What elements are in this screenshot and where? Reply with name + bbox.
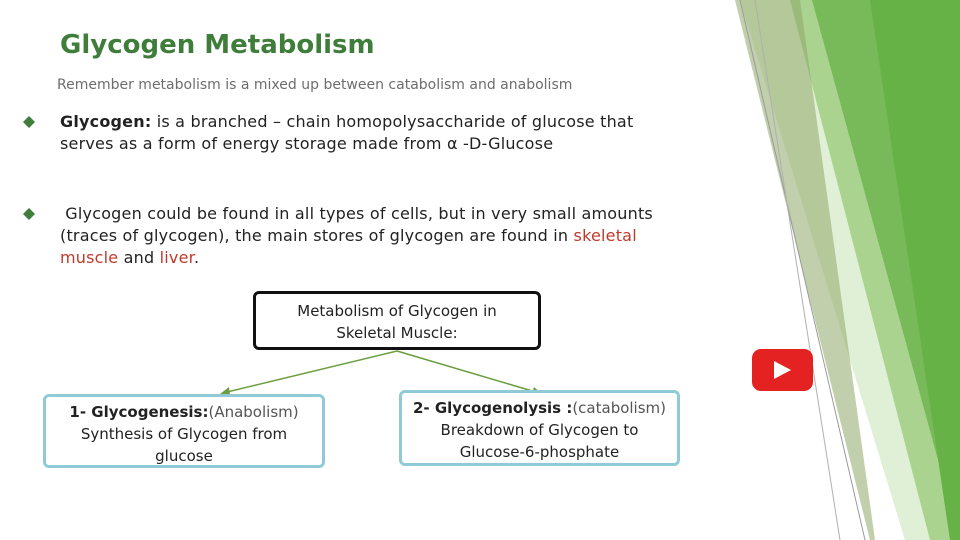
diamond-bullet-icon: [23, 116, 35, 128]
bullet-2-line-3: [60, 247, 720, 269]
main-box-line-2: Skeletal Muscle:: [336, 324, 458, 342]
bullet-2-line-2-text: (traces of glycogen), the main stores of glycogen are found in: [60, 226, 574, 245]
bullet-2-line-1: Glycogen could be found in all types of cells, but in very small amounts: [60, 204, 653, 223]
metabolism-skeletal-muscle-box: [253, 291, 541, 350]
bullet-2-line-2: [60, 225, 720, 247]
glycogenolysis-box: [399, 390, 680, 466]
main-box-line-1: Metabolism of Glycogen in: [297, 302, 497, 320]
youtube-play-button[interactable]: [752, 349, 813, 391]
bullet-glycogen-location: [60, 203, 720, 269]
bullet-2-and: and: [118, 248, 160, 267]
glycogenesis-line-3: glucose: [155, 447, 213, 465]
bullet-1-line-1: [60, 111, 720, 133]
glycogenesis-label: 1- Glycogenesis:: [69, 403, 209, 421]
bullet-1-line-1-text: is a branched – chain homopolysaccharide of glucose that: [151, 112, 634, 131]
glycogenesis-line-2: Synthesis of Glycogen from: [80, 425, 288, 443]
slide-title: Glycogen Metabolism: [60, 30, 375, 60]
glycogenolysis-label: 2- Glycogenolysis :: [412, 399, 573, 417]
glycogenesis-heading: [46, 401, 322, 423]
anabolism-label: (Anabolism): [208, 403, 299, 421]
glycogenesis-box: [43, 394, 325, 468]
bullet-1-line-2: serves as a form of energy storage made from α -D-Glucose: [60, 134, 554, 153]
bullet-glycogen-definition: [60, 111, 720, 155]
highlight-muscle: muscle: [60, 248, 119, 267]
youtube-play-icon: [774, 361, 791, 379]
bullet-2-period: .: [193, 248, 200, 267]
glycogenolysis-heading: [402, 397, 677, 419]
slide-subtitle: Remember metabolism is a mixed up between catabolism and anabolism: [57, 77, 573, 93]
glycogenolysis-line-2: Breakdown of Glycogen to: [440, 421, 639, 439]
highlight-liver: liver: [159, 248, 194, 267]
glycogen-term: Glycogen:: [60, 112, 152, 131]
diamond-bullet-icon: [23, 208, 35, 220]
arrow-line-right: [397, 351, 539, 393]
highlight-skeletal: skeletal: [573, 226, 637, 245]
arrow-line-left: [223, 351, 397, 393]
catabolism-label: (catabolism): [572, 399, 667, 417]
glycogenolysis-line-3: Glucose-6-phosphate: [459, 443, 620, 461]
